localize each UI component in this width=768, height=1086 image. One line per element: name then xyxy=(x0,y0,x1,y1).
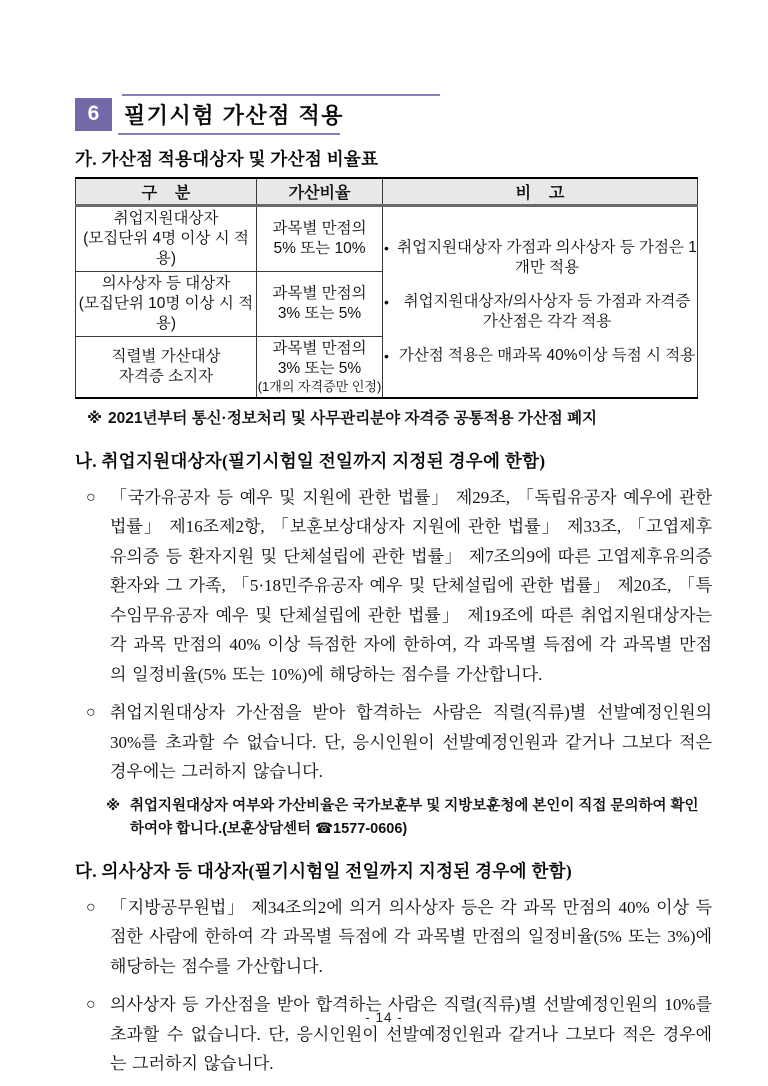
section-number-badge: 6 xyxy=(75,98,112,131)
table-row xyxy=(76,205,698,271)
col-header-bigo: 비 고 xyxy=(383,178,698,205)
section-header xyxy=(75,97,768,131)
table-note: ※ 2021년부터 통신·정보처리 및 사무관리분야 자격증 공통적용 가산점 폐지 xyxy=(87,409,598,427)
heading-na: 나. 취업지원대상자(필기시험일 전일까지 지정된 경우에 한함) xyxy=(75,450,546,471)
circle-bullet-icon: ○ xyxy=(86,898,96,916)
paragraph: ○ 의사상자 등 가산점을 받아 합격하는 사람은 직렬(직류)별 선발예정인원의 10%를 초과할 수 없습니다. 단, 응시인원이 선발예정인원과 같거나 그보다 적은 경우에는 그러하지 않습니다. xyxy=(75,990,712,1079)
heading-da: 다. 의사상자 등 대상자(필기시험일 전일까지 지정된 경우에 한함) xyxy=(75,860,572,881)
remark-item: • 취업지원대상자/의사상자 등 가점과 자격증 가산점은 각각 적용 xyxy=(384,292,691,330)
bullet-icon: • xyxy=(384,293,389,310)
paragraph: ○ 「국가유공자 등 예우 및 지원에 관한 법률」 제29조, 「독립유공자 예우에 관한 법률」 제16조제2항, 「보훈보상대상자 지원에 관한 법률」 제33조, 「고엽제후유의증 등 환자지원 및 단체설립에 관한 법률」 제7조의9에 따른 고엽제후유의증 환자와 그 가족, 「5·18민주유공자 예우 및 단체설립에 관한 법률」 제20조, 「특수임무유공자 예우 및 단체설립에 관한 법률」 제19조에 따른 취업지원대상자는 각 과목 만점의 40% 이상 득점한 자에 한하여, 각 과목별 득점에 각 과목별 만점의 일정비율(5% 또는 10%)에 해당하는 점수를 가산합니다. xyxy=(75,483,712,690)
bonus-ratio-table xyxy=(75,177,698,399)
bullet-icon: • xyxy=(384,347,389,364)
sub-note: ※ 취업지원대상자 여부와 가산비율은 국가보훈부 및 지방보훈청에 본인이 직접 문의하여 확인하여야 합니다.(보훈상담센터 ☎1577-0606) xyxy=(75,795,712,841)
circle-bullet-icon: ○ xyxy=(86,996,96,1013)
paragraph: ○ 취업지원대상자 가산점을 받아 합격하는 사람은 직렬(직류)별 선발예정인원의 30%를 초과할 수 없습니다. 단, 응시인원이 선발예정인원과 같거나 그보다 적은 경우에는 그러하지 않습니다. xyxy=(75,698,712,787)
title-bottom-rule xyxy=(118,133,340,135)
cell-category: 직렬별 가산대상 자격증 소지자 xyxy=(76,336,257,398)
cell-ratio: 과목별 만점의 5% 또는 10% xyxy=(257,205,383,271)
cell-remarks xyxy=(383,205,698,398)
asterisk-icon: ※ xyxy=(106,797,121,814)
circle-bullet-icon: ○ xyxy=(86,704,96,721)
content-area xyxy=(75,146,712,1086)
remark-item: • 가산점 적용은 매과목 40%이상 득점 시 적용 xyxy=(384,346,696,364)
cell-ratio: 과목별 만점의 3% 또는 5% xyxy=(257,271,383,336)
bullet-icon: • xyxy=(384,239,389,256)
cell-category: 의사상자 등 대상자 (모집단위 10명 이상 시 적용) xyxy=(76,271,257,336)
table-header-row xyxy=(76,178,698,205)
page-title: 필기시험 가산점 적용 xyxy=(124,102,344,128)
col-header-gubun: 구 분 xyxy=(76,178,257,205)
col-header-ratio: 가산비율 xyxy=(257,178,383,205)
cell-category: 취업지원대상자 (모집단위 4명 이상 시 적용) xyxy=(83,209,249,267)
circle-bullet-icon: ○ xyxy=(86,488,96,506)
title-block xyxy=(122,95,346,134)
cell-ratio: 과목별 만점의 3% 또는 5% (1개의 자격증만 인정) xyxy=(257,336,383,398)
title-top-rule xyxy=(122,94,440,96)
page-number: - 14 - xyxy=(365,1010,403,1025)
heading-ga: 가. 가산점 적용대상자 및 가산점 비율표 xyxy=(75,149,379,169)
asterisk-icon: ※ xyxy=(87,409,103,427)
remark-item: • 취업지원대상자 가점과 의사상자 등 가점은 1개만 적용 xyxy=(384,238,697,276)
paragraph: ○ 「지방공무원법」 제34조의2에 의거 의사상자 등은 각 과목 만점의 40% 이상 득점한 사람에 한하여 각 과목별 득점에 각 과목별 만점의 일정비율(5% 또는 3%)에 해당하는 점수를 가산합니다. xyxy=(75,893,712,982)
